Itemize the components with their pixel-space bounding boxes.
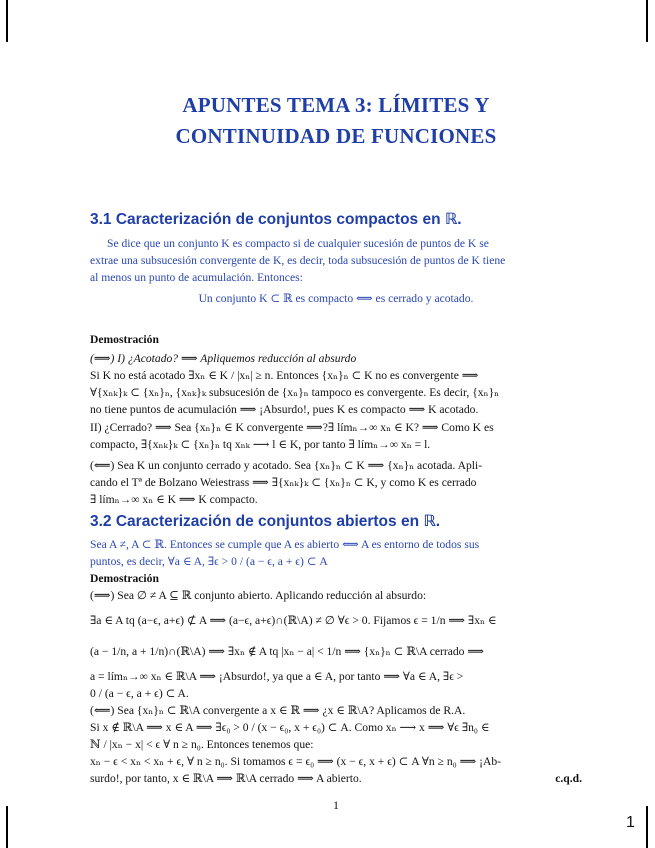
section1-intro-line: extrae una subsucesión convergente de K, es decir, toda subsucesión de puntos de K tiene [90,254,506,267]
crop-mark-top-right-v [646,0,648,42]
proof-last-line [90,770,582,787]
proof-line: cando el Tª de Bolzano Weiestrass ⟹ ∃{xₙₖ}ₖ ⊂ {xₙ}ₙ ⊂ K, y como K es cerrado [90,476,477,489]
proof-part-1 [90,350,582,418]
viewer-page-number: 1 [626,814,635,831]
proof-line: Si x ∉ ℝ\A ⟹ x ∈ A ⟹ ∃ϵ₀ > 0 / (x − ϵ₀, x + ϵ₀) ⊂ A. Como xₙ ⟶ x ⟹ ∀ϵ ∃n₀ ∈ [90,721,490,734]
proof-line: (⟹) Sea ∅ ≠ A ⊆ ℝ conjunto abierto. Aplicando reducción al absurdo: [90,589,427,602]
section-heading-open: 3.2 Caracterización de conjuntos abiertos en ℝ. [90,513,441,530]
proof-line: Si K no está acotado ∃xₙ ∈ K / |xₙ| ≥ n. Entonces {xₙ}ₙ ⊂ K no es convergente ⟹ [90,369,479,382]
proof2-part-2 [90,702,582,787]
proof-part-2 [90,419,582,453]
proof-line: ∀{xₙₖ}ₖ ⊂ {xₙ}ₙ, {xₙₖ}ₖ subsucesión de {xₙ}ₙ tampoco es convergente. Es decir, {xₙ}ₙ [90,386,500,399]
section-heading-compact: 3.1 Caracterización de conjuntos compactos en ℝ. [90,211,462,228]
proof-line: (⟹) I) ¿Acotado? ⟹ Apliquemos reducción al absurdo [90,352,357,365]
proof-line: (a − 1/n, a + 1/n)∩(ℝ\A) ⟹ ∃xₙ ∉ A tq |xₙ − a| < 1/n ⟹ {xₙ}ₙ ⊂ ℝ\A cerrado ⟹ [90,645,484,658]
proof-line: II) ¿Cerrado? ⟹ Sea {xₙ}ₙ ∈ K convergente ⟹?∃ límₙ→∞ xₙ ∈ K? ⟹ Como K es [90,421,494,434]
proof-line: (⟸) Sea K un conjunto cerrado y acotado. Sea {xₙ}ₙ ⊂ K ⟹ {xₙ}ₙ acotada. Apli- [90,459,483,472]
section1-intro [90,235,582,286]
section1-intro-line: Se dice que un conjunto K es compacto si de cualquier sucesión de puntos de K se [107,237,489,250]
proof-line: (⟸) Sea {xₙ}ₙ ⊂ ℝ\A convergente a x ∈ ℝ ⟹ ¿x ∈ ℝ\A? Aplicamos de R.A. [90,704,466,717]
proof-line: compacto, ∃{xₙₖ}ₖ ⊂ {xₙ}ₙ tq xₙₖ ⟶ l ∈ K, por tanto ∃ límₙ→∞ xₙ = l. [90,438,431,451]
proof-line: surdo!, por tanto, x ∈ ℝ\A ⟹ ℝ\A cerrado ⟹ A abierto. [90,772,362,785]
crop-mark-top-left-v [6,0,8,42]
section2-intro [90,536,582,570]
proof-line: a = límₙ→∞ xₙ ∈ ℝ\A ⟹ ¡Absurdo!, ya que a ∈ A, por tanto ⟹ ∀a ∈ A, ∃ϵ > [90,670,464,683]
proof-part-3 [90,457,582,508]
section1-intro-line: al menos un punto de acumulación. Entonces: [90,271,303,284]
proof-line: ℕ / |xₙ − x| < ϵ ∀ n ≥ n₀. Entonces tenemos que: [90,738,314,751]
crop-mark-bottom-right-v [646,806,648,848]
proof-line: no tiene puntos de acumulación ⟹ ¡Absurdo!, pues K es compacto ⟹ K acotado. [90,403,479,416]
proof-line: ∃ límₙ→∞ xₙ ∈ K ⟹ K compacto. [90,493,258,506]
section2-intro-line: Sea A ≠, A ⊂ ℝ. Entonces se cumple que A es abierto ⟺ A es entorno de todos sus [90,538,480,551]
qed-mark: c.q.d. [555,772,582,785]
demo-label-2: Demostración [90,572,159,585]
proof-line: xₙ − ϵ < xₙ < xₙ + ϵ, ∀ n ≥ n₀. Si tomamos ϵ = ϵ₀ ⟹ (x − ϵ, x + ϵ) ⊂ A ∀n ≥ n₀ ⟹ ¡Ab- [90,755,502,768]
demo-label: Demostración [90,333,159,346]
proof-line: ∃a ∈ A tq (a−ϵ, a+ϵ) ⊄ A ⟹ (a−ϵ, a+ϵ)∩(ℝ\A) ≠ ∅ ∀ϵ > 0. Fijamos ϵ = 1/n ⟹ ∃xₙ ∈ [90,614,497,627]
proof2-part-1 [90,587,582,702]
title-line-1: APUNTES TEMA 3: LÍMITES Y [182,93,490,117]
proof-line: 0 / (a − ϵ, a + ϵ) ⊂ A. [90,687,189,700]
section2-intro-line: puntos, es decir, ∀a ∈ A, ∃ϵ > 0 / (a − ϵ, a + ϵ) ⊂ A [90,555,328,568]
title-line-2: CONTINUIDAD DE FUNCIONES [175,124,497,148]
crop-mark-bottom-left-v [6,806,8,848]
page-number: 1 [333,798,339,812]
theorem-statement: Un conjunto K ⊂ ℝ es compacto ⟺ es cerrado y acotado. [198,292,474,305]
document-title [90,90,582,152]
